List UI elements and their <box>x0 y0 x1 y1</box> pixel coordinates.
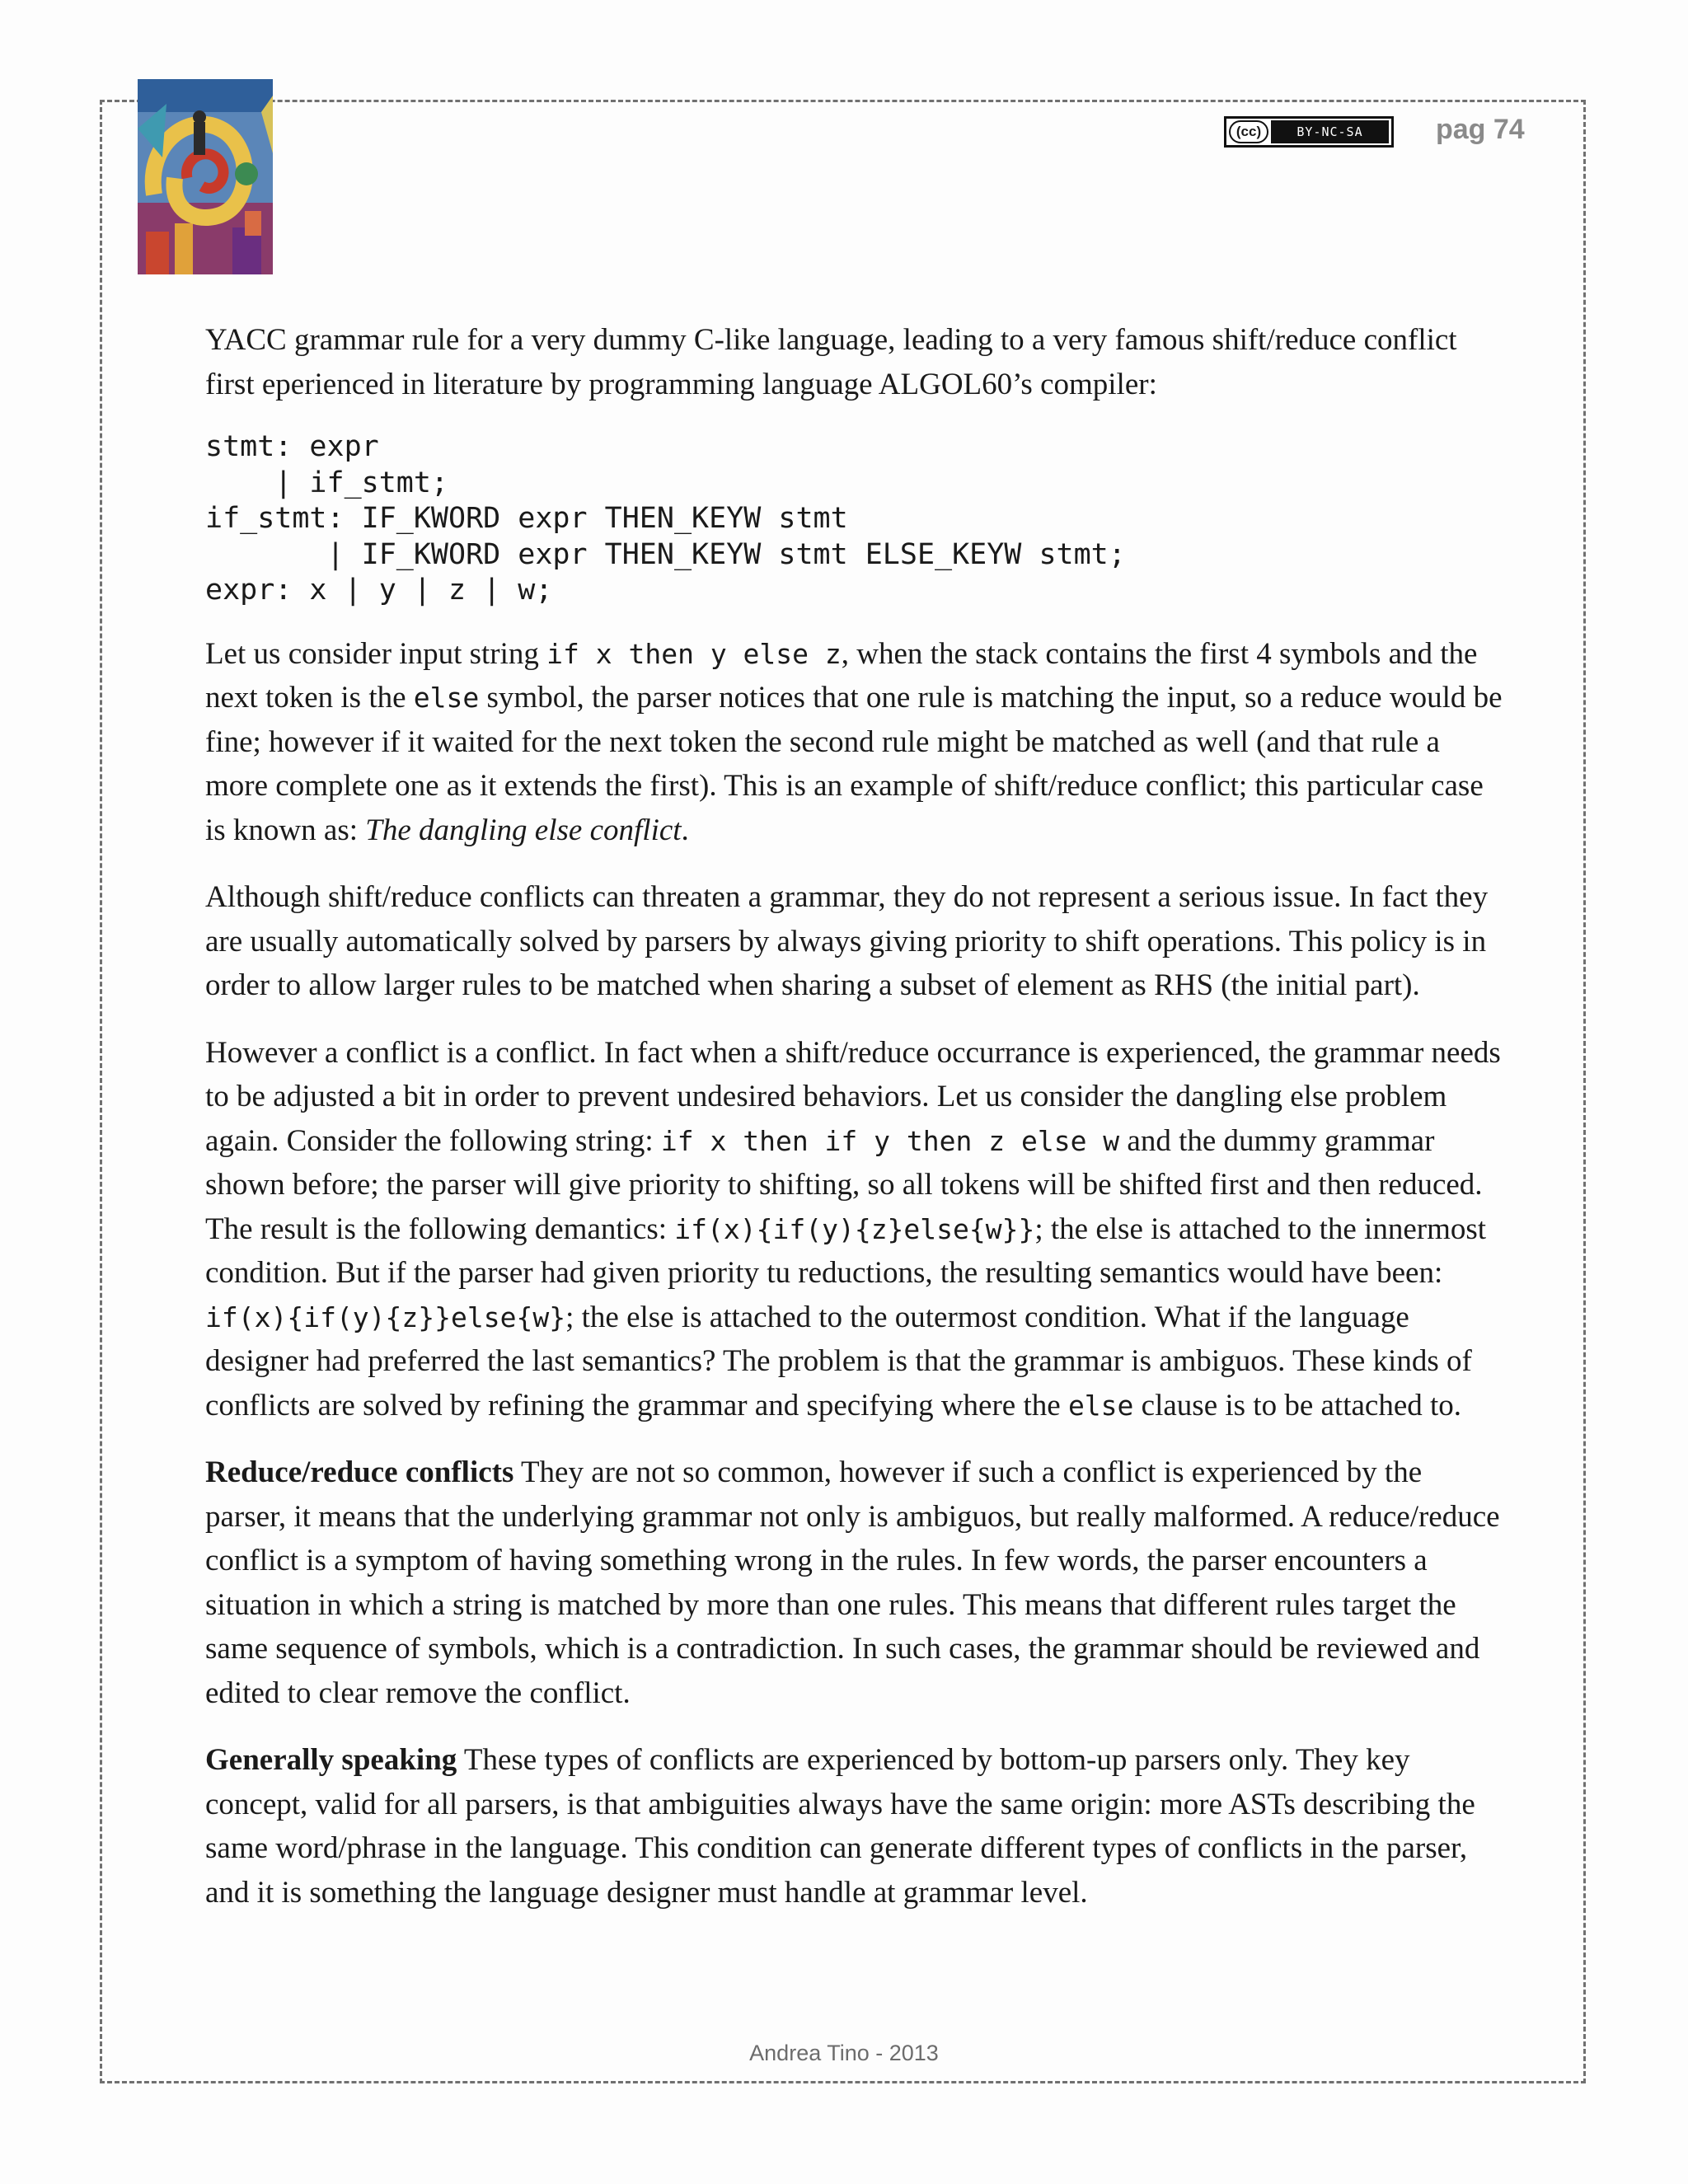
text-run: ; the else is attached to the innermost condition. But if the parser had given priority tu reductions, the resulting semantics would have been: <box>205 1212 1487 1290</box>
dangling-else-paragraph <box>205 632 1507 853</box>
inline-code: else <box>413 682 480 714</box>
main-content <box>205 318 1507 1938</box>
code-line: | IF_KWORD expr THEN_KEYW stmt ELSE_KEYW stmt; <box>205 537 1126 571</box>
section-lead-bold: Reduce/reduce conflicts <box>205 1455 514 1489</box>
code-line: if_stmt: IF_KWORD expr THEN_KEYW stmt <box>205 502 848 535</box>
inline-code: if x then if y then z else w <box>660 1124 1120 1157</box>
cover-art-image <box>138 79 273 274</box>
conflict-paragraph <box>205 1031 1507 1428</box>
inline-code: if x then y else z <box>546 637 842 670</box>
text-run: clause is to be attached to. <box>1133 1388 1462 1422</box>
text-run: . <box>681 813 689 847</box>
page-number: pag 74 <box>1436 114 1525 145</box>
code-line: expr: x | y | z | w; <box>205 574 553 607</box>
text-run: Let us consider input string <box>205 636 547 671</box>
intro-paragraph: YACC grammar rule for a very dummy C-like language, leading to a very famous shift/reduce conflict first eperienced in literature by programming language ALGOL60’s compiler: <box>205 323 1457 401</box>
shift-priority-paragraph: Although shift/reduce conflicts can threaten a grammar, they do not represent a serious issue. In fact they are usually automatically solved by parsers by always giving priority to shift operations. This policy is in order to allow larger rules to be matched when sharing a subset of element as RHS (the initial part). <box>205 880 1489 1002</box>
section-lead-bold: Generally speaking <box>205 1743 457 1777</box>
cc-logo-icon: (cc) <box>1229 120 1268 143</box>
generally-speaking-paragraph <box>205 1738 1507 1915</box>
cover-art-painting <box>138 79 273 274</box>
text-run: They are not so common, however if such a conflict is experienced by the parser, it means that the underlying grammar not only is ambiguos, but really malformed. A reduce/reduce conflict is a symptom of having something wrong in the rules. In few words, the parser encounters a situation in which a string is matched by more than one rules. This means that different rules target the same sequence of symbols, which is a contradiction. In such cases, the grammar should be reviewed and edited to clear remove the conflict. <box>205 1455 1500 1710</box>
grammar-code-block <box>205 429 1507 609</box>
inline-code: else <box>1067 1389 1134 1422</box>
code-line: | if_stmt; <box>205 466 449 499</box>
text-run: , when the stack contains the first 4 symbols and the next token is the <box>205 636 1478 715</box>
reduce-reduce-paragraph <box>205 1451 1507 1715</box>
text-run: symbol, the parser notices that one rule is matching the input, so a reduce would be fine; however if it waited for the next token the second rule might be matched as well (and that rule a more complete one as it extends the first). This is an example of shift/reduce conflict; this particular case is known as: <box>205 681 1503 847</box>
code-line: stmt: expr <box>205 430 379 463</box>
license-badge <box>1224 116 1394 148</box>
license-terms: BY-NC-SA <box>1271 120 1389 143</box>
inline-code: if(x){if(y){z}}else{w} <box>205 1301 566 1333</box>
text-run: These types of conflicts are experienced by bottom-up parsers only. They key concept, valid for all parsers, is that ambiguities always have the same origin: more ASTs describing the same word/phrase in the language. This condition can generate different types of conflicts in the parser, and it is something the language designer must handle at grammar level. <box>205 1743 1475 1910</box>
text-run: ; the else is attached to the outermost condition. What if the language designer had preferred the last semantics? The problem is that the grammar is ambiguos. These kinds of conflicts are solved by refining the grammar and specifying where the <box>205 1300 1472 1422</box>
text-run: However a conflict is a conflict. In fact when a shift/reduce occurrance is experienced, the grammar needs to be adjusted a bit in order to prevent undesired behaviors. Let us consider the dangling else problem again. Consider the following string: <box>205 1035 1501 1158</box>
emphasis-text: The dangling else conflict <box>365 813 682 847</box>
page-footer: Andrea Tino - 2013 <box>749 2041 939 2065</box>
inline-code: if(x){if(y){z}else{w}} <box>674 1212 1035 1245</box>
text-run: and the dummy grammar shown before; the parser will give priority to shifting, so all tokens will be shifted first and then reduced. The result is the following demantics: <box>205 1123 1483 1246</box>
